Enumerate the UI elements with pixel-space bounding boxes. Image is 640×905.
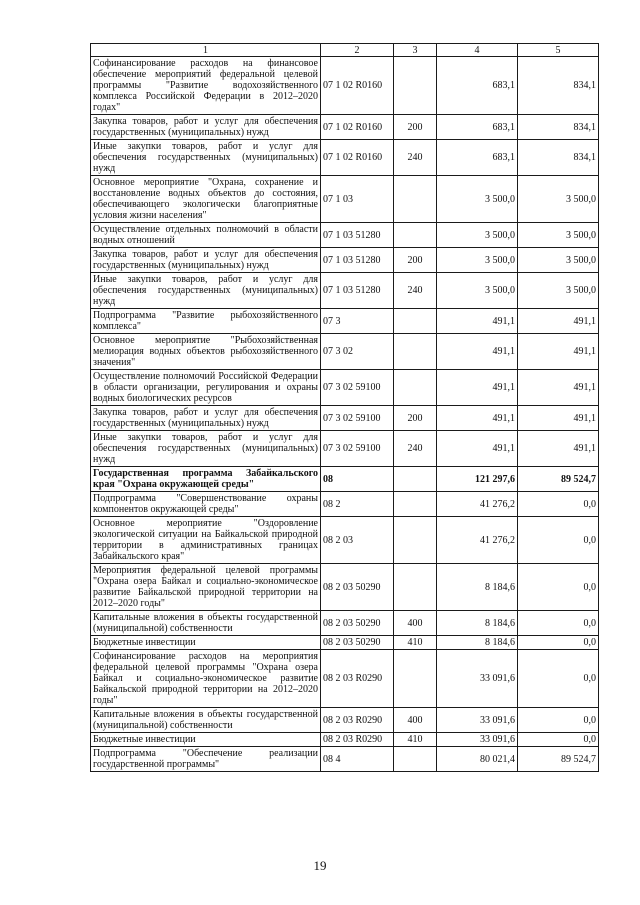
table-body bbox=[91, 57, 599, 772]
row-name-cell: Основное мероприятие "Оздоровление экологической ситуации на Байкальской природной территории в административных границах Забайкальского края" bbox=[91, 517, 321, 564]
table-row bbox=[91, 636, 599, 650]
row-value-2020-cell: 834,1 bbox=[518, 115, 599, 140]
row-value-2019-cell: 41 276,2 bbox=[437, 492, 518, 517]
row-type-cell: 240 bbox=[394, 273, 437, 309]
row-value-2020-cell: 0,0 bbox=[518, 636, 599, 650]
table-row bbox=[91, 115, 599, 140]
row-value-2020-cell: 834,1 bbox=[518, 140, 599, 176]
row-name-cell: Осуществление отдельных полномочий в области водных отношений bbox=[91, 223, 321, 248]
row-name-cell: Бюджетные инвестиции bbox=[91, 636, 321, 650]
row-name-cell: Бюджетные инвестиции bbox=[91, 733, 321, 747]
row-code-cell: 07 1 02 R0160 bbox=[321, 57, 394, 115]
row-value-2020-cell: 0,0 bbox=[518, 564, 599, 611]
row-name-cell: Капитальные вложения в объекты государственной (муниципальной) собственности bbox=[91, 708, 321, 733]
row-type-cell: 200 bbox=[394, 248, 437, 273]
row-name-cell: Осуществление полномочий Российской Федерации в области организации, регулирования и охраны водных биологических ресурсов bbox=[91, 370, 321, 406]
row-code-cell: 07 1 03 51280 bbox=[321, 223, 394, 248]
row-type-cell bbox=[394, 370, 437, 406]
row-type-cell: 200 bbox=[394, 115, 437, 140]
row-name-cell: Иные закупки товаров, работ и услуг для обеспечения государственных (муниципальных) нужд bbox=[91, 273, 321, 309]
row-code-cell: 08 2 03 bbox=[321, 517, 394, 564]
row-type-cell bbox=[394, 467, 437, 492]
row-value-2019-cell: 33 091,6 bbox=[437, 708, 518, 733]
row-code-cell: 07 1 03 51280 bbox=[321, 273, 394, 309]
row-value-2020-cell: 89 524,7 bbox=[518, 747, 599, 772]
row-type-cell: 410 bbox=[394, 733, 437, 747]
row-name-cell: Мероприятия федеральной целевой программы "Охрана озера Байкал и социально-экономическое развитие Байкальской природной территории на 2012–2020 годы" bbox=[91, 564, 321, 611]
row-value-2020-cell: 834,1 bbox=[518, 57, 599, 115]
row-type-cell: 240 bbox=[394, 140, 437, 176]
row-type-cell: 400 bbox=[394, 708, 437, 733]
row-code-cell: 08 2 03 50290 bbox=[321, 611, 394, 636]
row-type-cell: 200 bbox=[394, 406, 437, 431]
row-name-cell: Подпрограмма "Совершенствование охраны компонентов окружающей среды" bbox=[91, 492, 321, 517]
table-row bbox=[91, 223, 599, 248]
row-value-2019-cell: 683,1 bbox=[437, 140, 518, 176]
row-value-2020-cell: 491,1 bbox=[518, 309, 599, 334]
row-code-cell: 07 1 03 bbox=[321, 176, 394, 223]
row-value-2020-cell: 491,1 bbox=[518, 370, 599, 406]
row-value-2020-cell: 0,0 bbox=[518, 708, 599, 733]
row-code-cell: 07 3 02 59100 bbox=[321, 406, 394, 431]
row-value-2019-cell: 491,1 bbox=[437, 406, 518, 431]
row-value-2019-cell: 8 184,6 bbox=[437, 564, 518, 611]
row-code-cell: 07 3 02 59100 bbox=[321, 370, 394, 406]
table-row bbox=[91, 176, 599, 223]
row-value-2020-cell: 3 500,0 bbox=[518, 176, 599, 223]
row-type-cell bbox=[394, 176, 437, 223]
table-row bbox=[91, 733, 599, 747]
budget-table bbox=[90, 43, 599, 772]
row-value-2019-cell: 491,1 bbox=[437, 309, 518, 334]
row-name-cell: Иные закупки товаров, работ и услуг для обеспечения государственных (муниципальных) нужд bbox=[91, 140, 321, 176]
row-code-cell: 08 2 03 R0290 bbox=[321, 733, 394, 747]
row-code-cell: 07 1 03 51280 bbox=[321, 248, 394, 273]
table-row bbox=[91, 708, 599, 733]
row-name-cell: Закупка товаров, работ и услуг для обеспечения государственных (муниципальных) нужд bbox=[91, 115, 321, 140]
row-value-2019-cell: 491,1 bbox=[437, 431, 518, 467]
row-name-cell: Капитальные вложения в объекты государственной (муниципальной) собственности bbox=[91, 611, 321, 636]
row-value-2019-cell: 683,1 bbox=[437, 115, 518, 140]
row-value-2019-cell: 683,1 bbox=[437, 57, 518, 115]
row-name-cell: Государственная программа Забайкальского края "Охрана окружающей среды" bbox=[91, 467, 321, 492]
table-row bbox=[91, 273, 599, 309]
row-type-cell: 400 bbox=[394, 611, 437, 636]
row-code-cell: 08 4 bbox=[321, 747, 394, 772]
row-value-2020-cell: 491,1 bbox=[518, 334, 599, 370]
row-code-cell: 07 1 02 R0160 bbox=[321, 140, 394, 176]
row-code-cell: 07 3 02 bbox=[321, 334, 394, 370]
row-type-cell bbox=[394, 492, 437, 517]
row-value-2019-cell: 491,1 bbox=[437, 334, 518, 370]
row-type-cell bbox=[394, 57, 437, 115]
column-header-3: 3 bbox=[394, 44, 437, 57]
row-type-cell bbox=[394, 223, 437, 248]
row-type-cell: 410 bbox=[394, 636, 437, 650]
column-header-4: 4 bbox=[437, 44, 518, 57]
row-type-cell bbox=[394, 309, 437, 334]
row-value-2020-cell: 0,0 bbox=[518, 650, 599, 708]
row-name-cell: Подпрограмма "Обеспечение реализации государственной программы" bbox=[91, 747, 321, 772]
row-value-2019-cell: 8 184,6 bbox=[437, 611, 518, 636]
row-code-cell: 08 2 03 50290 bbox=[321, 564, 394, 611]
table-row bbox=[91, 650, 599, 708]
page-number: 19 bbox=[313, 858, 327, 873]
table-row bbox=[91, 140, 599, 176]
row-name-cell: Закупка товаров, работ и услуг для обеспечения государственных (муниципальных) нужд bbox=[91, 248, 321, 273]
column-header-5: 5 bbox=[518, 44, 599, 57]
table-row bbox=[91, 309, 599, 334]
row-value-2019-cell: 121 297,6 bbox=[437, 467, 518, 492]
row-value-2019-cell: 33 091,6 bbox=[437, 733, 518, 747]
row-value-2020-cell: 3 500,0 bbox=[518, 248, 599, 273]
row-code-cell: 08 2 03 R0290 bbox=[321, 650, 394, 708]
row-name-cell: Софинансирование расходов на мероприятия федеральной целевой программы "Охрана озера Байкал и социально-экономическое развитие Байкальской природной территории на 2012–2020 годы" bbox=[91, 650, 321, 708]
row-name-cell: Софинансирование расходов на финансовое обеспечение мероприятий федеральной целевой программы "Развитие водохозяйственного комплекса Российской Федерации в 2012–2020 годах" bbox=[91, 57, 321, 115]
table-row bbox=[91, 467, 599, 492]
row-type-cell bbox=[394, 747, 437, 772]
row-type-cell: 240 bbox=[394, 431, 437, 467]
row-value-2020-cell: 0,0 bbox=[518, 517, 599, 564]
row-type-cell bbox=[394, 650, 437, 708]
row-code-cell: 08 bbox=[321, 467, 394, 492]
row-value-2019-cell: 33 091,6 bbox=[437, 650, 518, 708]
table-row bbox=[91, 517, 599, 564]
row-value-2020-cell: 491,1 bbox=[518, 431, 599, 467]
row-value-2019-cell: 3 500,0 bbox=[437, 176, 518, 223]
row-value-2020-cell: 0,0 bbox=[518, 733, 599, 747]
row-code-cell: 07 1 02 R0160 bbox=[321, 115, 394, 140]
row-code-cell: 07 3 bbox=[321, 309, 394, 334]
row-value-2019-cell: 3 500,0 bbox=[437, 248, 518, 273]
table-header-row bbox=[91, 44, 599, 57]
table-row bbox=[91, 406, 599, 431]
row-name-cell: Закупка товаров, работ и услуг для обеспечения государственных (муниципальных) нужд bbox=[91, 406, 321, 431]
column-header-2: 2 bbox=[321, 44, 394, 57]
row-type-cell bbox=[394, 564, 437, 611]
row-code-cell: 08 2 bbox=[321, 492, 394, 517]
row-value-2020-cell: 3 500,0 bbox=[518, 223, 599, 248]
row-value-2020-cell: 491,1 bbox=[518, 406, 599, 431]
row-code-cell: 08 2 03 R0290 bbox=[321, 708, 394, 733]
row-value-2020-cell: 89 524,7 bbox=[518, 467, 599, 492]
row-value-2019-cell: 8 184,6 bbox=[437, 636, 518, 650]
table-row bbox=[91, 370, 599, 406]
row-name-cell: Основное мероприятие "Охрана, сохранение и восстановление водных объектов до состояния, обеспечивающего экологически благоприятные условия жизни населения" bbox=[91, 176, 321, 223]
table-row bbox=[91, 747, 599, 772]
row-name-cell: Основное мероприятие "Рыбохозяйственная мелиорация водных объектов рыбохозяйственного значения" bbox=[91, 334, 321, 370]
table-row bbox=[91, 431, 599, 467]
table-row bbox=[91, 492, 599, 517]
row-name-cell: Подпрограмма "Развитие рыбохозяйственного комплекса" bbox=[91, 309, 321, 334]
row-value-2019-cell: 3 500,0 bbox=[437, 273, 518, 309]
row-value-2019-cell: 41 276,2 bbox=[437, 517, 518, 564]
row-value-2019-cell: 491,1 bbox=[437, 370, 518, 406]
row-value-2020-cell: 0,0 bbox=[518, 611, 599, 636]
row-type-cell bbox=[394, 517, 437, 564]
row-code-cell: 07 3 02 59100 bbox=[321, 431, 394, 467]
table-row bbox=[91, 611, 599, 636]
row-value-2020-cell: 3 500,0 bbox=[518, 273, 599, 309]
row-type-cell bbox=[394, 334, 437, 370]
table-row bbox=[91, 334, 599, 370]
row-name-cell: Иные закупки товаров, работ и услуг для обеспечения государственных (муниципальных) нужд bbox=[91, 431, 321, 467]
table-row bbox=[91, 57, 599, 115]
table-row bbox=[91, 248, 599, 273]
table-row bbox=[91, 564, 599, 611]
row-code-cell: 08 2 03 50290 bbox=[321, 636, 394, 650]
row-value-2020-cell: 0,0 bbox=[518, 492, 599, 517]
row-value-2019-cell: 80 021,4 bbox=[437, 747, 518, 772]
row-value-2019-cell: 3 500,0 bbox=[437, 223, 518, 248]
column-header-1: 1 bbox=[91, 44, 321, 57]
